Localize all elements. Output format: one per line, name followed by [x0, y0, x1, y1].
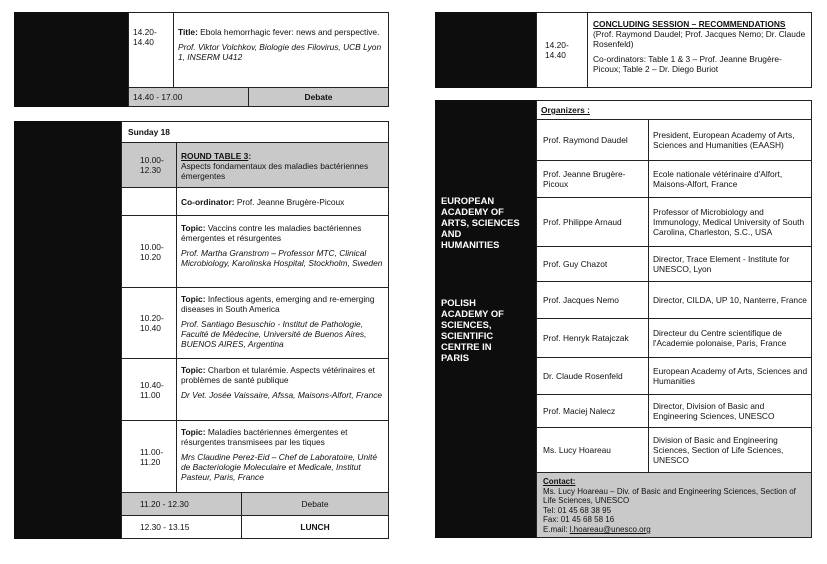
- topic-speaker: Prof. Martha Granstrom – Professor MTC, Clinical Microbiology, Karolinska Hospital, Stockholm, Sweden: [181, 248, 383, 268]
- right-main-black-sidebar: [435, 100, 537, 538]
- organizer-name: Prof. Maciej Nalecz: [543, 406, 616, 416]
- lunch-time: 12.30 - 13.15: [140, 522, 190, 532]
- organizer-name-cell: [536, 318, 649, 358]
- topic-time-cell: [121, 358, 177, 421]
- organizer-desc-cell: [648, 197, 812, 247]
- right-top-black-sidebar: [435, 12, 537, 88]
- organizer-desc-cell: [648, 427, 812, 473]
- organizer-desc: President, European Academy of Arts, Sciences and Humanities (EAASH): [653, 130, 795, 150]
- concluding-chairs: (Prof. Raymond Daudel; Prof. Jacques Nemo; Dr. Claude Rosenfeld): [593, 29, 806, 49]
- lunch-time-cell: [121, 515, 242, 539]
- topic-text: Maladies bactériennes émergentes et résurgentes transmisees par les tiques: [181, 427, 348, 447]
- contact-label: Contact:: [543, 477, 576, 486]
- topic-time-cell: [121, 287, 177, 359]
- organizer-desc: Professor of Microbiology and Immunology, Medical University of South Carolina, Charleston, S.C., USA: [653, 207, 805, 237]
- organizer-desc: Directeur du Centre scientifique de l'Academie polonaise, Paris, France: [653, 328, 787, 348]
- round-table-label: ROUND TABLE 3: [181, 151, 249, 161]
- lunch-label-cell: [241, 515, 389, 539]
- organizer-name-cell: [536, 160, 649, 198]
- organizer-desc: Director, CILDA, UP 10, Nanterre, France: [653, 295, 807, 305]
- topic-cell: [176, 420, 389, 493]
- coordinator-label: Co-ordinator:: [181, 196, 235, 207]
- left-top-talk-cell: [173, 12, 389, 88]
- round-table-colon: :: [248, 151, 252, 161]
- organizer-name: Prof. Jacques Nemo: [543, 295, 619, 305]
- debate-label: Debate: [304, 92, 333, 102]
- topic-text: Charbon et tularémie. Aspects vétérinaires et problèmes de santé publique: [181, 365, 375, 385]
- talk-speaker: Prof. Viktor Volchkov, Biologie des Filovirus, UCB Lyon 1, INSERM U412: [178, 42, 382, 62]
- topic-time: 10.00- 10.20: [140, 241, 164, 262]
- coordinator-cell: [176, 187, 389, 216]
- topic-time-cell: [121, 215, 177, 288]
- organizer-name: Ms. Lucy Hoareau: [543, 445, 611, 455]
- topic-speaker: Prof. Santiago Besuschio - Institut de Pathologie, Faculté de Médecine, Université de Buenos Aires, BUENOS AIRES, Argentina: [181, 319, 367, 349]
- topic-text: Vaccins contre les maladies bactériennes émergentes et résurgentes: [181, 223, 362, 243]
- organizer-desc: Ecole nationale vétérinaire d'Alfort, Maisons-Alfort, France: [653, 169, 783, 189]
- eaash-side-text: EUROPEAN ACADEMY OF ARTS, SCIENCES AND HUMANITIES: [441, 195, 520, 250]
- topic-speaker: Mrs Claudine Perez-Eid – Chef de Laboratoire, Unité de Bacteriologie Moleculaire et Medicale, Institut Pasteur, Paris, France: [181, 452, 377, 482]
- organizer-name: Prof. Raymond Daudel: [543, 135, 628, 145]
- organizer-desc: Division of Basic and Engineering Sciences, Section of Life Sciences, UNESCO: [653, 435, 784, 465]
- topic-label: Topic:: [181, 294, 206, 304]
- debate-time-cell: [121, 492, 242, 516]
- organizer-name: Prof. Henryk Ratajczak: [543, 333, 629, 343]
- concluding-title: CONCLUDING SESSION – RECOMMENDATIONS: [593, 19, 786, 29]
- concluding-coordinators: Co-ordinators: Table 1 & 3 – Prof. Jeanne Brugère-Picoux; Table 2 – Dr. Diego Buriot: [593, 54, 782, 74]
- organizer-name-cell: [536, 394, 649, 428]
- left-top-time-cell: [128, 12, 174, 88]
- organizer-name-cell: [536, 119, 649, 161]
- debate-time: 14.40 - 17.00: [133, 92, 183, 102]
- organizer-desc: Director, Trace Element - Institute for UNESCO, Lyon: [653, 254, 790, 274]
- title-label: Title:: [178, 27, 198, 37]
- polish-academy-side-text: POLISH ACADEMY OF SCIENCES, SCIENTIFIC CENTRE IN PARIS: [441, 297, 504, 363]
- debate-label: Debate: [301, 499, 329, 509]
- topic-speaker: Dr Vet. Josée Vaissaire, Afssa, Maisons-Alfort, France: [181, 390, 383, 400]
- topic-text: Infectious agents, emerging and re-emerging diseases in South America: [181, 294, 375, 314]
- organizer-desc-cell: [648, 357, 812, 395]
- lunch-label: LUNCH: [300, 522, 330, 532]
- organizer-name-cell: [536, 281, 649, 319]
- organizer-desc-cell: [648, 281, 812, 319]
- left-top-black-sidebar: [14, 12, 129, 107]
- organizer-desc-cell: [648, 119, 812, 161]
- organizer-name-cell: [536, 246, 649, 282]
- organizer-desc-cell: [648, 394, 812, 428]
- organizer-desc: European Academy of Arts, Sciences and Humanities: [653, 366, 808, 386]
- debate-label-cell: [241, 492, 389, 516]
- concluding-time-cell: [536, 12, 588, 88]
- round-table-cell: [176, 142, 389, 188]
- day-header: Sunday 18: [128, 127, 170, 137]
- topic-time: 10.20- 10.40: [140, 313, 164, 333]
- left-main-black-sidebar: [14, 121, 122, 539]
- organizer-desc-cell: [648, 318, 812, 358]
- contact-fax: Fax: 01 45 68 58 16: [543, 515, 615, 525]
- topic-label: Topic:: [181, 365, 206, 375]
- coordinator-time-cell: [121, 187, 177, 216]
- debate-time-cell: [128, 87, 249, 107]
- topic-label: Topic:: [181, 427, 206, 437]
- topic-time: 10.40- 11.00: [140, 379, 164, 400]
- talk-title: Ebola hemorrhagic fever: news and perspective.: [197, 27, 380, 37]
- round-table-time: 10.00- 12.30: [140, 155, 164, 175]
- topic-label: Topic:: [181, 223, 206, 233]
- contact-cell: [536, 472, 812, 538]
- talk-time: 14.20- 14.40: [133, 27, 157, 47]
- topic-cell: [176, 358, 389, 421]
- contact-tel: Tel: 01 45 68 38 95: [543, 505, 612, 515]
- topic-cell: [176, 287, 389, 359]
- concluding-time: 14.20- 14.40: [545, 40, 569, 60]
- organizer-name: Dr. Claude Rosenfeld: [543, 371, 623, 381]
- organizer-name: Prof. Jeanne Brugère- Picoux: [543, 169, 626, 189]
- organizer-name-cell: [536, 357, 649, 395]
- contact-line: Ms. Lucy Hoareau – Div. of Basic and Engineering Sciences, Section of Life Sciences, UNESCO: [543, 486, 796, 506]
- organizer-desc-cell: [648, 160, 812, 198]
- topic-time-cell: [121, 420, 177, 493]
- coordinator-name: Prof. Jeanne Brugère-Picoux: [234, 196, 345, 207]
- organizers-label: Organizers :: [541, 105, 590, 115]
- organizers-header: [536, 100, 812, 120]
- day-header-cell: [121, 121, 389, 143]
- debate-label-cell: [248, 87, 389, 107]
- topic-cell: [176, 215, 389, 288]
- topic-time: 11.00- 11.20: [140, 446, 164, 467]
- contact-email-label: E.mail:: [543, 524, 570, 534]
- organizer-name-cell: [536, 427, 649, 473]
- round-table-time-cell: [121, 142, 177, 188]
- organizer-name: Prof. Philippe Arnaud: [543, 217, 622, 227]
- debate-time: 11.20 - 12.30: [140, 499, 189, 509]
- organizer-desc-cell: [648, 246, 812, 282]
- concluding-cell: [587, 12, 812, 88]
- organizer-name: Prof. Guy Chazot: [543, 259, 608, 269]
- organizer-name-cell: [536, 197, 649, 247]
- organizer-desc: Director, Division of Basic and Engineering Sciences, UNESCO: [653, 401, 775, 421]
- contact-email-link[interactable]: l.hoareau@unesco.org: [569, 524, 651, 534]
- round-table-title: Aspects fondamentaux des maladies bactériennes émergentes: [181, 161, 369, 181]
